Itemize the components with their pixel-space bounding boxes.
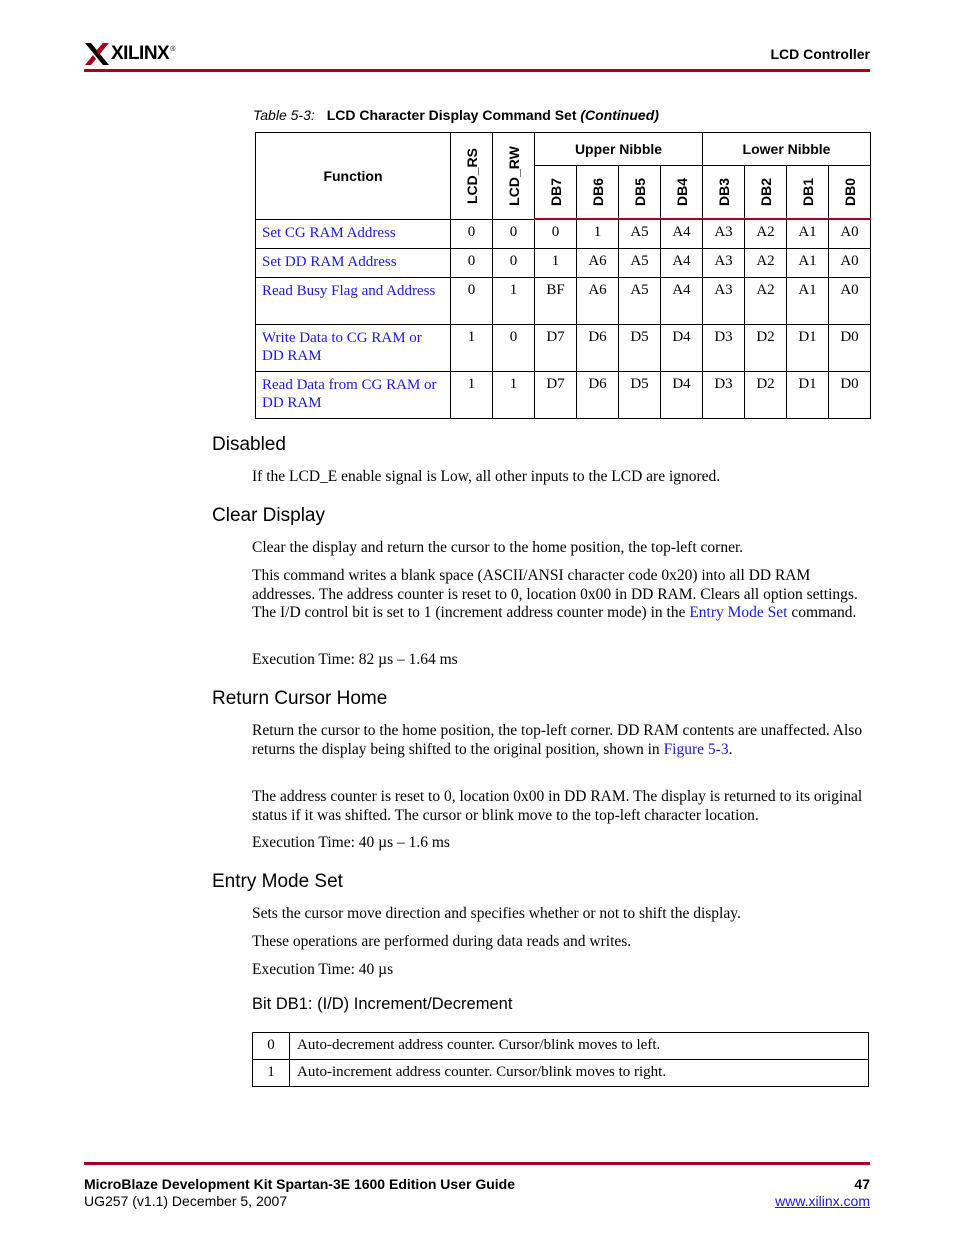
table-cell: A4: [661, 277, 703, 324]
table-cell: BF: [535, 277, 577, 324]
disabled-heading: Disabled: [212, 434, 286, 455]
table-cell: D0: [829, 324, 871, 371]
table-cell: A5: [619, 277, 661, 324]
table-cell: A5: [619, 248, 661, 277]
table-cell: A0: [829, 219, 871, 248]
table-cell: A2: [745, 277, 787, 324]
bit-db1-heading: Bit DB1: (I/D) Increment/Decrement: [252, 995, 513, 1013]
table-cell: A0: [829, 277, 871, 324]
table-cell: D1: [787, 324, 829, 371]
function-link-read-busy-flag[interactable]: Read Busy Flag and Address: [262, 282, 436, 299]
bit-header: DB1: [787, 166, 829, 220]
table-cell: A1: [787, 277, 829, 324]
entry-mode-heading: Entry Mode Set: [212, 871, 343, 892]
logo-text: XILINX: [111, 43, 170, 64]
table-cell: A0: [829, 248, 871, 277]
table-cell: D1: [787, 371, 829, 418]
table-cell: A4: [661, 248, 703, 277]
logo-registered-mark: ®: [170, 45, 176, 53]
table-caption-continued: (Continued): [580, 107, 659, 123]
clear-display-p1: Clear the display and return the cursor to the home position, the top-left corner.: [252, 539, 744, 556]
clear-display-p2: This command writes a blank space (ASCII/ANSI character code 0x20) into all DD RAM addresses. The address counter is reset to 0, location 0x00 in DD RAM. Clears all option settings. The I/D control bit is set to 1 (increment address counter mode) in the Entry Mode Set command.: [252, 567, 858, 622]
table-cell: 1: [535, 248, 577, 277]
table-cell: A4: [661, 219, 703, 248]
table-cell: A3: [703, 248, 745, 277]
table-cell: A6: [577, 277, 619, 324]
table-cell: D5: [619, 371, 661, 418]
bit-header: DB5: [619, 166, 661, 220]
bit-db1-table: [252, 1032, 869, 1087]
table-row: [256, 371, 871, 418]
table-cell: 0: [493, 324, 535, 371]
table-cell: D2: [745, 371, 787, 418]
footer-doc-id: UG257 (v1.1) December 5, 2007: [84, 1193, 288, 1209]
table-row: [256, 277, 871, 324]
table-cell: 0: [493, 219, 535, 248]
table-row: [253, 1060, 869, 1087]
table-cell: A1: [787, 219, 829, 248]
return-home-p1: Return the cursor to the home position, the top-left corner. DD RAM contents are unaffected. Also returns the display being shifted to the original position, shown in Figure 5-3.: [252, 722, 863, 758]
table-cell: D0: [829, 371, 871, 418]
table-cell: 0: [451, 277, 493, 324]
bit-description: Auto-increment address counter. Cursor/blink moves to right.: [290, 1060, 869, 1087]
table-caption-title: LCD Character Display Command Set: [326, 107, 577, 123]
bit-value: 1: [253, 1060, 290, 1087]
table-cell: D7: [535, 324, 577, 371]
table-cell: 1: [577, 219, 619, 248]
table-cell: D3: [703, 324, 745, 371]
bit-header: DB3: [703, 166, 745, 220]
table-cell: A6: [577, 248, 619, 277]
lcd-rw-header: LCD_RW: [493, 133, 535, 220]
table-cell: A3: [703, 219, 745, 248]
function-link-set-dd-ram-address[interactable]: Set DD RAM Address: [262, 253, 397, 270]
xilinx-logo: [85, 42, 175, 66]
table-cell: A2: [745, 219, 787, 248]
function-link-write-data[interactable]: Write Data to CG RAM or DD RAM: [262, 329, 422, 364]
entry-mode-p1: Sets the cursor move direction and specifies whether or not to shift the display.: [252, 905, 741, 922]
table-cell: D6: [577, 371, 619, 418]
table-cell: 1: [451, 324, 493, 371]
table-caption: [253, 107, 659, 123]
upper-nibble-header: Upper Nibble: [535, 133, 703, 166]
table-cell: A5: [619, 219, 661, 248]
table-cell: D3: [703, 371, 745, 418]
figure-5-3-link[interactable]: Figure 5-3: [663, 740, 729, 758]
table-cell: A3: [703, 277, 745, 324]
table-cell: D6: [577, 324, 619, 371]
footer-rule: [84, 1162, 870, 1165]
bit-description: Auto-decrement address counter. Cursor/blink moves to left.: [290, 1033, 869, 1060]
table-caption-prefix: Table 5-3:: [253, 107, 315, 123]
section-title: LCD Controller: [770, 46, 870, 62]
entry-mode-set-link[interactable]: Entry Mode Set: [689, 604, 788, 622]
entry-mode-exec-time: Execution Time: 40 µs: [252, 961, 394, 978]
bit-header: DB4: [661, 166, 703, 220]
function-link-set-cg-ram-address[interactable]: Set CG RAM Address: [262, 224, 396, 241]
return-home-heading: Return Cursor Home: [212, 688, 388, 709]
bit-header: DB6: [577, 166, 619, 220]
bit-value: 0: [253, 1033, 290, 1060]
lower-nibble-header: Lower Nibble: [703, 133, 871, 166]
clear-display-exec-time: Execution Time: 82 µs – 1.64 ms: [252, 651, 458, 668]
table-cell: D2: [745, 324, 787, 371]
table-cell: D4: [661, 324, 703, 371]
table-row: [256, 219, 871, 248]
bit-header: DB7: [535, 166, 577, 220]
clear-display-heading: Clear Display: [212, 505, 325, 526]
table-cell: 0: [451, 219, 493, 248]
footer-guide-title: MicroBlaze Development Kit Spartan-3E 1600 Edition User Guide: [84, 1176, 515, 1192]
table-cell: 0: [493, 248, 535, 277]
xilinx-logo-icon: [85, 43, 109, 65]
page-number: 47: [854, 1176, 870, 1192]
disabled-text: If the LCD_E enable signal is Low, all other inputs to the LCD are ignored.: [252, 468, 721, 485]
footer-url-link[interactable]: www.xilinx.com: [775, 1193, 870, 1209]
table-cell: D4: [661, 371, 703, 418]
table-cell: A2: [745, 248, 787, 277]
entry-mode-p2: These operations are performed during data reads and writes.: [252, 933, 632, 950]
bit-header: DB0: [829, 166, 871, 220]
bit-header: DB2: [745, 166, 787, 220]
function-link-read-data[interactable]: Read Data from CG RAM or DD RAM: [262, 376, 437, 411]
table-cell: A1: [787, 248, 829, 277]
command-table: [255, 132, 871, 419]
table-cell: 1: [493, 277, 535, 324]
table-cell: 1: [493, 371, 535, 418]
table-cell: 0: [535, 219, 577, 248]
function-header: Function: [256, 133, 451, 220]
lcd-rs-header: LCD_RS: [451, 133, 493, 220]
header-rule: [84, 69, 870, 72]
table-cell: 0: [451, 248, 493, 277]
table-row: [256, 324, 871, 371]
table-cell: D7: [535, 371, 577, 418]
table-cell: D5: [619, 324, 661, 371]
table-row: [253, 1033, 869, 1060]
return-home-exec-time: Execution Time: 40 µs – 1.6 ms: [252, 834, 450, 851]
table-cell: 1: [451, 371, 493, 418]
return-home-p2: The address counter is reset to 0, location 0x00 in DD RAM. The display is returned to its original status if it was shifted. The cursor or blink move to the top-left character location.: [252, 788, 863, 824]
table-row: [256, 248, 871, 277]
